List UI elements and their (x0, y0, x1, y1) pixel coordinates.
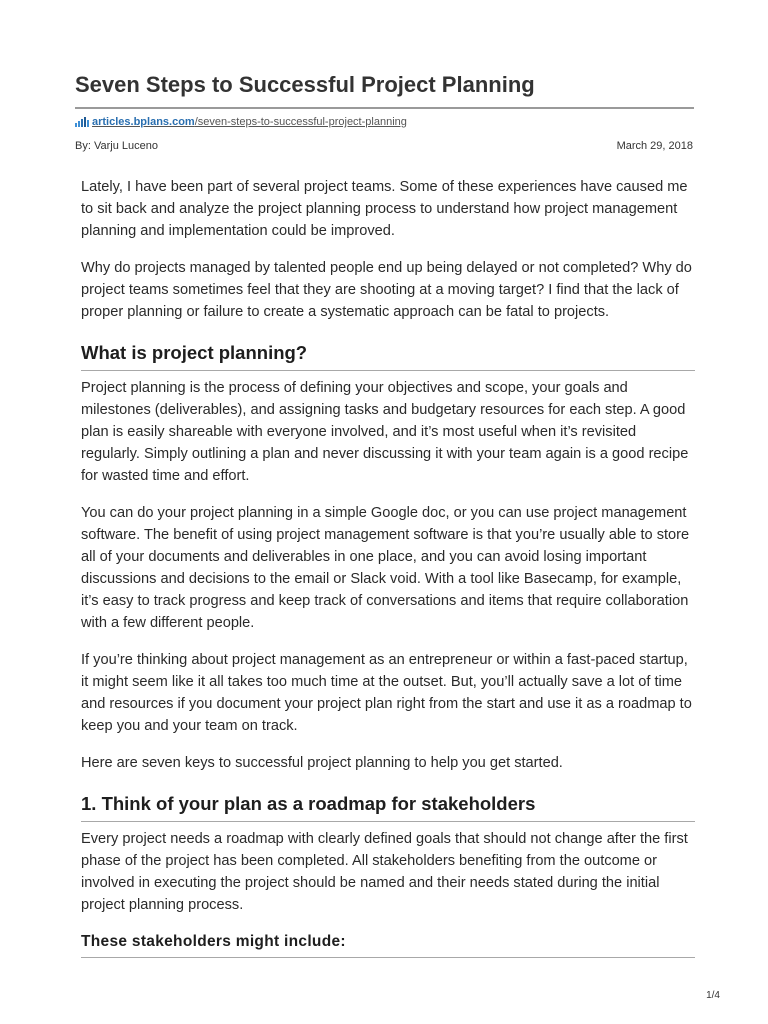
body-paragraph: Here are seven keys to successful project planning to help you get started. (81, 755, 563, 771)
section-heading: 1. Think of your plan as a roadmap for stakeholders (81, 792, 695, 822)
source-link[interactable] (92, 115, 407, 129)
source-domain: articles.bplans.com (92, 116, 195, 128)
body-paragraph: Project planning is the process of defining your objectives and scope, your goals and milestones (deliverables), and assigning tasks and budgetary resources for each step. A good plan is easily shareable with everyone involved, and it’s most useful when it’s revisited regularly. Simply outlining a plan and never discussing it with your team again is a good recipe for wasted time and effort. (81, 380, 689, 484)
page-title: Seven Steps to Successful Project Planning (75, 72, 535, 97)
page-number: 1/4 (706, 990, 720, 1001)
title-divider (75, 107, 694, 109)
body-paragraph: You can do your project planning in a simple Google doc, or you can use project management software. The benefit of using project management software is that you’re usually able to store all of your documents and deliverables in one place, and you can avoid losing important discussions and decisions to the email or Slack void. With a tool like Basecamp, for example, it’s easy to track progress and keep track of conversations and items that require collaboration with a few different people. (81, 505, 690, 631)
publish-date: March 29, 2018 (616, 140, 693, 152)
source-line (75, 115, 407, 129)
source-path: /seven-steps-to-successful-project-planning (194, 116, 407, 128)
body-paragraph: Every project needs a roadmap with clearly defined goals that should not change after the first phase of the project has been completed. All stakeholders benefiting from the outcome or involved in executing the project should be named and their needs stated during the initial project planning process. (81, 831, 688, 913)
intro-paragraph: Why do projects managed by talented people end up being delayed or not completed? Why do project teams sometimes feel that they are shooting at a moving target? I find that the lack of proper planning or failure to create a systematic approach can be fatal to projects. (81, 260, 692, 320)
section-heading: What is project planning? (81, 341, 695, 371)
body-paragraph: If you’re thinking about project management as an entrepreneur or within a fast-paced startup, it might seem like it all takes too much time at the outset. But, you’ll actually save a lot of time and resources if you document your project plan right from the start and use it as a roadmap to keep you and your team on track. (81, 652, 692, 734)
article-body (81, 176, 695, 958)
bar-chart-icon (75, 117, 89, 127)
subsection-heading: These stakeholders might include: (81, 931, 695, 958)
byline: By: Varju Luceno (75, 140, 158, 152)
intro-paragraph: Lately, I have been part of several project teams. Some of these experiences have caused me to sit back and analyze the project planning process to understand how project management planning and implementation could be improved. (81, 179, 688, 239)
